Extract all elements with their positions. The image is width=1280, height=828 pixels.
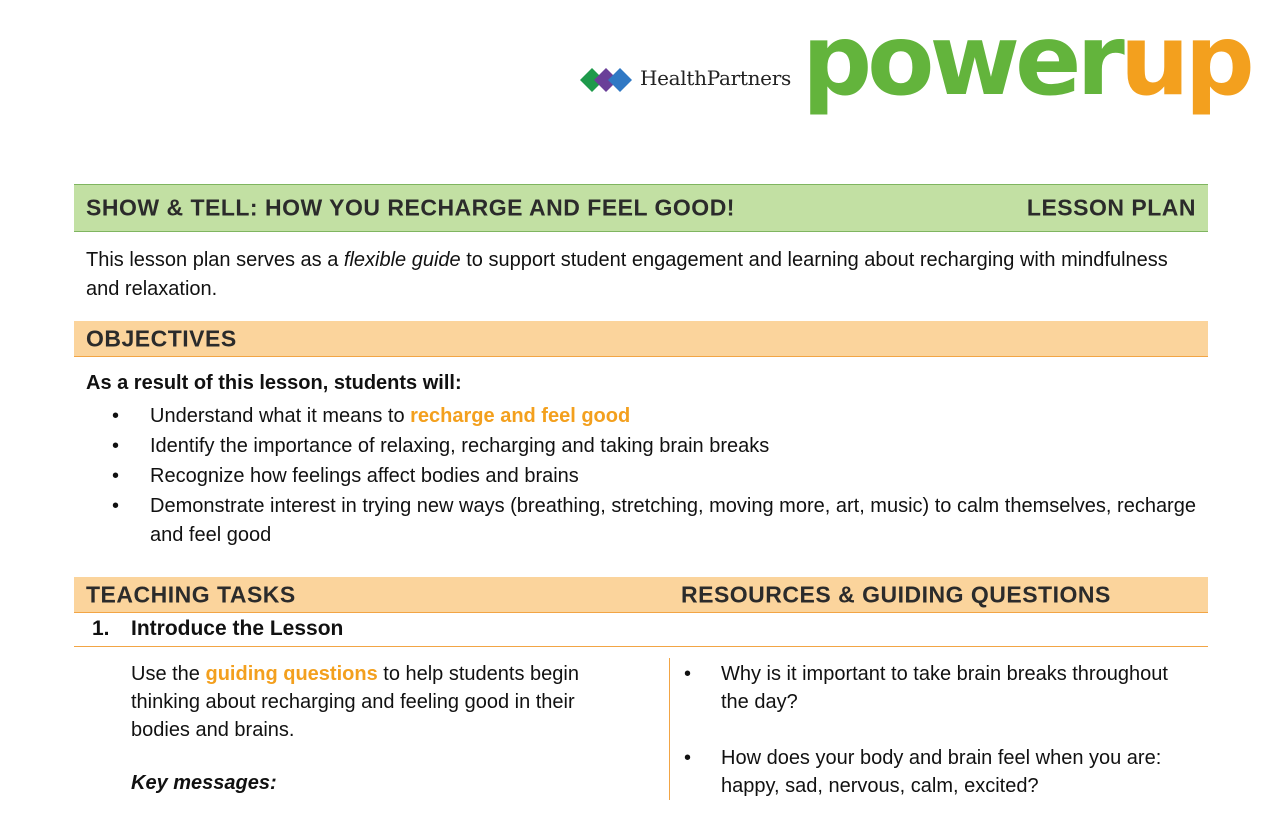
objectives-bar [74, 321, 1208, 357]
task-text-2: to help students begin thinking about recharging and feeling good in their bodies and brains. [131, 663, 579, 741]
resources-heading: RESOURCES & GUIDING QUESTIONS [681, 581, 1111, 607]
step-title: Introduce the Lesson [131, 617, 344, 640]
lesson-plan-label: LESSON PLAN [1026, 194, 1196, 221]
recharge-link[interactable]: recharge and feel good [410, 405, 631, 427]
teaching-tasks-heading: TEACHING TASKS [86, 581, 296, 607]
intro-text-1: This lesson plan serves as a [86, 249, 344, 271]
list-item: • How does your body and brain feel when you are: happy, sad, nervous, calm, excited? [680, 744, 1200, 800]
column-divider [669, 658, 670, 800]
list-item: • Why is it important to take brain breaks throughout the day? [680, 660, 1200, 716]
list-item: • Demonstrate interest in trying new ways (breathing, stretching, moving more, art, music) to calm themselves, recharge and feel good [86, 492, 1196, 550]
list-item: • Identify the importance of relaxing, recharging and taking brain breaks [86, 432, 1196, 461]
guiding-questions-link[interactable]: guiding questions [205, 663, 378, 685]
objectives-heading: OBJECTIVES [86, 325, 237, 351]
healthpartners-logo-text: HealthPartners [640, 66, 791, 90]
intro-emphasis: flexible guide [343, 249, 461, 271]
objectives-list [86, 402, 1196, 551]
objective-text: Understand what it means to [150, 405, 411, 427]
powerup-logo-part2: up [1119, 4, 1250, 118]
intro-paragraph [86, 246, 1176, 304]
task-text-1: Use the [131, 663, 206, 685]
objectives-lead: As a result of this lesson, students will: [86, 372, 462, 394]
powerup-logo-part1: power [802, 4, 1120, 118]
step-row [74, 614, 1208, 647]
powerup-logo [802, 4, 1250, 118]
task-description [131, 660, 631, 744]
header-logos [580, 4, 1250, 126]
tasks-bar [74, 577, 1208, 613]
guiding-questions-list [680, 660, 1200, 828]
intro-text-2: to support student engagement and learning about recharging with mindfulness and relaxation. [86, 249, 1168, 300]
key-messages-label: Key messages: [131, 772, 277, 794]
list-item [86, 402, 1196, 431]
step-number: 1. [92, 617, 110, 640]
healthpartners-logo-icon [580, 60, 636, 100]
lesson-title-bar [74, 184, 1208, 232]
list-item: • Recognize how feelings affect bodies and brains [86, 462, 1196, 491]
lesson-title: SHOW & TELL: HOW YOU RECHARGE AND FEEL GOOD! [86, 194, 735, 221]
